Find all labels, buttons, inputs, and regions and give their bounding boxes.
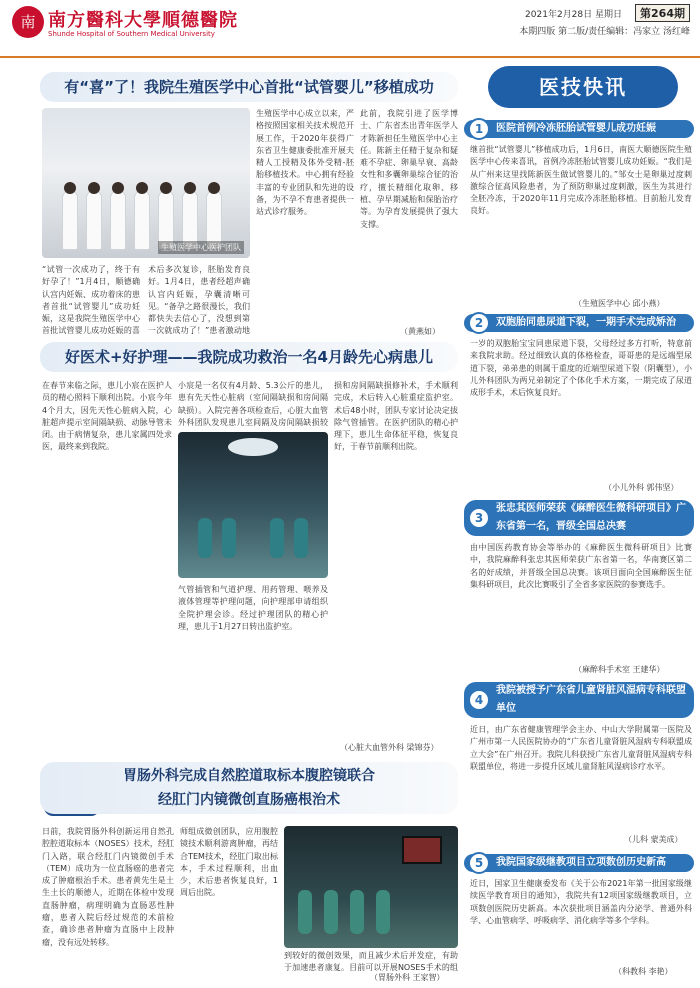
news-item-1-number: 1 xyxy=(468,118,490,140)
hospital-name: 南方醫科大學順德醫院 xyxy=(48,10,238,31)
news-item-5-title: 我院国家级继教项目立项数创历史新高 xyxy=(464,854,694,872)
article3-col3: 到较好的微创效果，而且减少术后并发症，有助于加速患者康复。目前可以开展NOSES手术的组 xyxy=(284,951,458,973)
news-item-1-title: 医院首例冷冻胚胎试管婴儿成功妊娠 xyxy=(464,120,694,138)
news-item-5-author: （科教科 李艳） xyxy=(614,967,673,976)
article1-col4: 此前，我院引进了医学博士、广东省杰出青年医学人才陈新担任生殖医学中心主任。陈新主任精于复杂和疑难不孕症、卵巢早衰、高龄女性和多囊卵巢综合征的治疗，擅长精细化取卵、移植、孕早期减胎和保胎治疗等。为孕育发展提供了强大支撑。 xyxy=(360,109,458,229)
article3-col1: 日前，我院胃肠外科创新运用自然孔腔腔道取标本（NOSES）技术，经肛门入路，联合经肛门内镜微创手术（TEM）成功为一位直肠癌的患者完成了肿瘤根治手术。患者黄先生是土生土长的顺德人，近期在体检中发现直肠肿瘤，病理明确为直肠恶性肿瘤，患者入院后经过规范的术前检查，确诊患者肿瘤为直肠中上段肿瘤，没有远处转移。 xyxy=(42,827,174,947)
main-column xyxy=(40,62,458,982)
article2-title: 好医术+好护理——我院成功救治一名4月龄先心病患儿 xyxy=(40,342,458,372)
editors-line: 本期四版 第二版/责任编辑：冯家立 汤红峰 xyxy=(519,27,690,37)
news-item-3-author: （麻醉科手术室 王建华） xyxy=(574,665,665,674)
news-item-4-title: 我院被授予广东省儿童肾脏风湿病专科联盟单位 xyxy=(464,682,694,718)
article1-col3: 生殖医学中心成立以来，严格按照国家相关技术规范开展工作，于2020年获得广东省卫生健康委批准开展夫精人工授精及体外受精-胚胎移植技术。中心拥有经验丰富的专业团队和先进的设备，为不孕不育患者提供一站式诊疗服务。 xyxy=(256,109,354,217)
masthead xyxy=(0,0,700,58)
article3-col2: 师组成微创团队，应用腹腔镜技术顺利游离肿瘤，再结合TEM技术，经肛门取出标本，手术过程顺利，出血少，术后患者恢复良好，1周后出院。 xyxy=(180,827,278,898)
issue-number: 第264期 xyxy=(635,4,690,22)
news-item-3-number: 3 xyxy=(468,507,490,529)
article2-col4: 损和房间隔缺损修补术，手术顺利完成，术后转入心脏重症监护室。术后48小时，团队专家讨论决定拔除气管插管。在医护团队的精心护理下，患儿生命体征平稳，恢复良好，于春节前顺利出院。 xyxy=(334,381,458,452)
news-item-4-text: 近日，由广东省健康管理学会主办、中山大学附属第一医院及广州市第一人民医院协办的“广东省儿童肾脏风湿病专科联盟成立大会”在广州召开。我院儿科获授广东省儿童肾脏风湿病专科联盟单位，将进一步提升区域儿童肾脏风湿病诊疗水平。 xyxy=(470,725,692,771)
article3-surgery-photo xyxy=(284,826,458,948)
news-column xyxy=(464,62,694,982)
article1-title: 有“喜”了！我院生殖医学中心首批“试管婴儿”移植成功 xyxy=(40,72,458,102)
news-item-4-number: 4 xyxy=(468,689,490,711)
news-item-1-author: （生殖医学中心 邱小燕） xyxy=(574,299,665,308)
news-item-3-title: 张忠其医师荣获《麻醉医生微科研项目》广东省第一名，晋级全国总决赛 xyxy=(464,500,694,536)
news-item-5-number: 5 xyxy=(468,852,490,874)
hospital-logo-icon: 南 xyxy=(12,6,44,38)
article2-col1: 在春节来临之际，患儿小宸在医护人员的精心照料下顺利出院。小宸今年4个月大，因先天性心脏病入院，心脏超声提示室间隔缺损、动脉导管未闭。由于病情复杂，患儿家属四处求医，最终来到我院。 xyxy=(42,381,172,452)
news-header: 医技快讯 xyxy=(488,66,678,108)
article3-title-line2: 经肛门内镜微创直肠癌根治术 xyxy=(158,792,340,808)
article2-surgery-photo xyxy=(178,432,328,578)
news-item-1-text: 继首批“试管婴儿”移植成功后，1月6日，南医大顺德医院生殖医学中心传来喜讯，首例冷冻胚胎试管婴儿成功妊娠。“我们是从广州来这里找陈新医生做试管婴儿的。”邹女士是卵巢过度刺激综合征高风险患者，为了预防卵巢过度刺激，医生为其进行全胚冷冻，于2020年11月完成冷冻胚胎移植。目前胎儿发育良好。 xyxy=(470,145,692,216)
news-item-4-author: （儿科 蒙美成） xyxy=(624,835,683,844)
article2-author: （心脏大血管外科 梁锦芬） xyxy=(340,743,439,752)
hospital-name-en: Shunde Hospital of Southern Medical University xyxy=(48,30,215,38)
news-item-2-number: 2 xyxy=(468,312,490,334)
article3-author: （胃肠外科 王家智） xyxy=(370,973,445,982)
news-item-2-author: （小儿外科 郭伟坚） xyxy=(604,483,679,492)
news-item-5-text: 近日，国家卫生健康委发布《关于公布2021年第一批国家级继续医学教育项目的通知》，我院共有12项国家级继教项目，立项数创医院历史新高。本次获批项目涵盖内分泌学、普通外科学、心血管病学、呼吸病学、消化病学等多个学科。 xyxy=(470,879,692,925)
photo-caption: 生殖医学中心医护团队 xyxy=(158,241,244,254)
news-item-2-title: 双胞胎同患尿道下裂，一期手术完成矫治 xyxy=(464,314,694,332)
article2-col2: 小宸是一名仅有4月龄、5.3公斤的患儿，患有先天性心脏病（室间隔缺损和房间隔缺损）。入院完善各项检查后，心脏大血管外科团队发现患儿室间隔及房间隔缺损较 xyxy=(178,381,328,427)
article1-author: （黄燕如） xyxy=(400,327,440,336)
article1-col2: 术后多次复诊，胚胎发育良好。1月4日，患者经超声确认宫内妊娠，孕囊清晰可见。“备孕之路很漫长，我们都快失去信心了，没想到第一次就成功了！”患者激动地 xyxy=(148,265,250,336)
article1-col1: “试管一次成功了，终于有好孕了！”1月4日，顺德确认宫内妊娠、成功着床的患者首批“试管婴儿”成功妊娠，这是我院生殖医学中心首批试管婴儿成功妊娠的喜 xyxy=(42,265,140,336)
news-item-3-text: 由中国医药教育协会等举办的《麻醉医生微科研项目》比赛中，我院麻醉科张忠其医师荣获广东省第一名，华南赛区第二名的好成绩，并晋级全国总决赛。该项目面向全国麻醉医生征集科研项目，此次比赛吸引了全省多家医院的参赛选手。 xyxy=(470,543,692,589)
article1-photo xyxy=(42,108,250,258)
issue-date: 2021年2月28日 星期日 xyxy=(525,10,622,20)
news-item-2-text: 一岁的双胞胎宝宝同患尿道下裂，父母经过多方打听，特意前来我院求助。经过细致认真的体格检查，哥哥患的是远端型尿道下裂，弟弟患的则属于重度的近端型尿道下裂（阴囊型），小儿外科团队为两兄弟制定了个体化手术方案，一期完成了尿道成形手术，术后恢复良好。 xyxy=(470,339,692,398)
article3-title-line1: 胃肠外科完成自然腔道取标本腹腔镜联合 xyxy=(123,768,375,784)
article3-title xyxy=(40,762,458,814)
article2-col3: 气管插管和气道护理、用药管理、喂养及液体管理等护理问题，向护理部申请组织全院护理会诊。经过护理团队的精心护理，患儿于1月27日转出监护室。 xyxy=(178,585,328,631)
